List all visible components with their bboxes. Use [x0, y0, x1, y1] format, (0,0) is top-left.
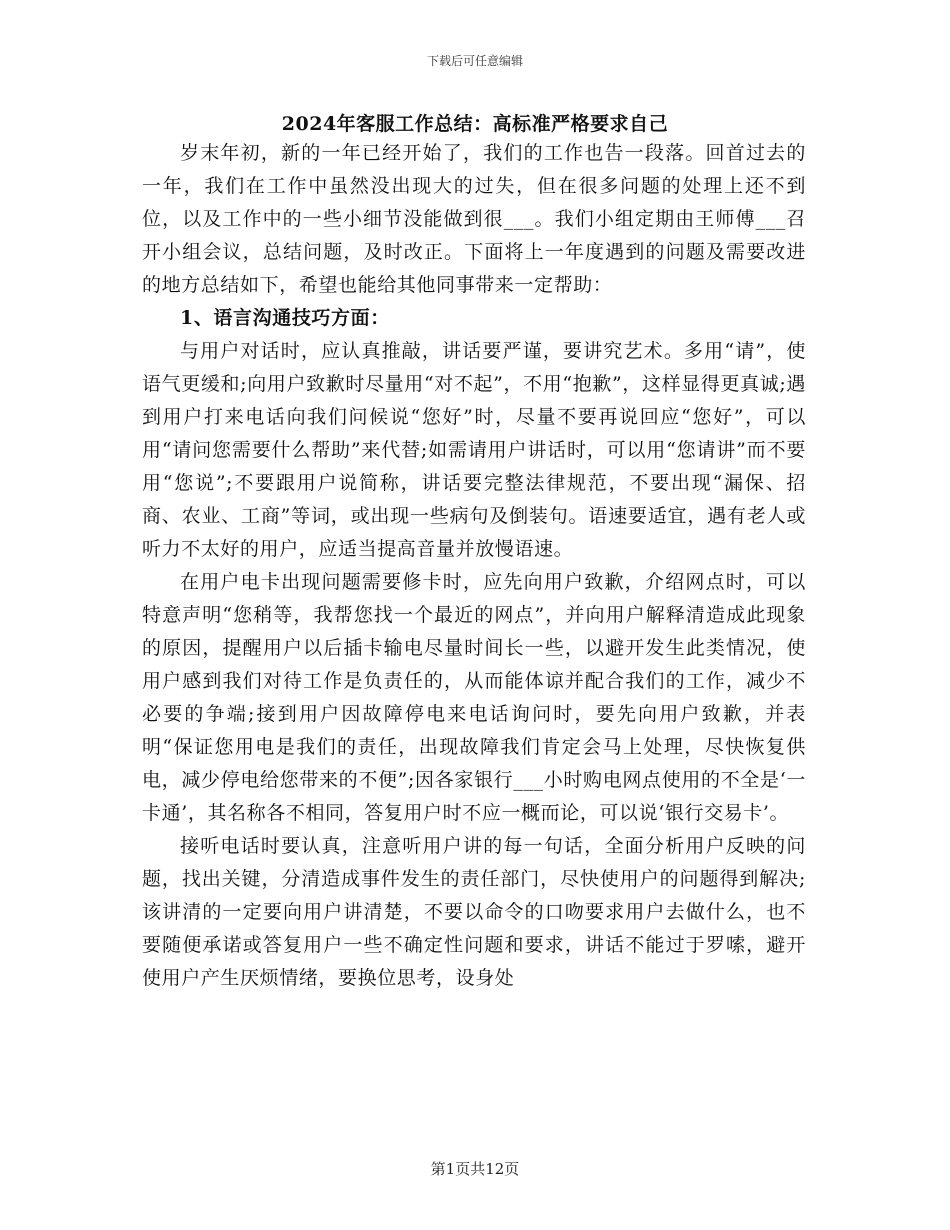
page-number: 第1页共12页 [430, 1160, 520, 1178]
paragraph-answering-calls: 接听电话时要认真，注意听用户讲的每一句话，全面分析用户反映的问题，找出关键，分清造成事件发生的责任部门，尽快使用户的问题得到解决;该讲清的一定要向用户讲清楚，不要以命令的口吻要求用户去做什么，也不要随便承诺或答复用户一些不确定性问题和要求，讲话不能过于罗嗦，避开使用户产生厌烦情绪，要换位思考，设身处 [142, 835, 806, 989]
section-heading-communication: 1、语言沟通技巧方面： [180, 307, 390, 329]
document-title: 2024年客服工作总结：高标准严格要求自己 [281, 113, 669, 135]
document-body [142, 137, 806, 995]
header-note: 下载后可任意编辑 [426, 54, 523, 68]
paragraph-card-repair: 在用户电卡出现问题需要修卡时，应先向用户致歉，介绍网点时，可以特意声明“您稍等，我帮您找一个最近的网点”，并向用户解释清造成此现象的原因，提醒用户以后插卡输电尽量时间长一些，以避开发生此类情况，使用户感到我们对待工作是负责任的，从而能体谅并配合我们的工作，减少不必要的争端;接到用户因故障停电来电话询问时，要先向用户致歉，并表明“保证您用电是我们的责任，出现故障我们肯定会马上处理，尽快恢复供电，减少停电给您带来的不便”;因各家银行___小时购电网点使用的不全是‘一卡通’，其名称各不相同，答复用户时不应一概而论，可以说‘银行交易卡’。 [142, 571, 806, 824]
paragraph-language-skills: 与用户对话时，应认真推敲，讲话要严谨，要讲究艺术。多用“请”，使语气更缓和;向用户致歉时尽量用“对不起”，不用“抱歉”，这样显得更真诚;遇到用户打来电话向我们问候说“您好”时，尽量不要再说回应“您好”，可以用“请问您需要什么帮助”来代替;如需请用户讲话时，可以用“您请讲”而不要用“您说”;不要跟用户说简称，讲话要完整法律规范，不要出现“漏保、招商、农业、工商”等词，或出现一些病句及倒装句。语速要适宜，遇有老人或听力不太好的用户，应适当提高音量并放慢语速。 [142, 340, 806, 560]
intro-paragraph: 岁末年初，新的一年已经开始了，我们的工作也告一段落。回首过去的一年，我们在工作中虽然没出现大的过失，但在很多问题的处理上还不到位，以及工作中的一些小细节没能做到很___。我们小组定期由王师傅___召开小组会议，总结问题，及时改正。下面将上一年度遇到的问题及需要改进的地方总结如下，希望也能给其他同事带来一定帮助： [142, 142, 806, 296]
